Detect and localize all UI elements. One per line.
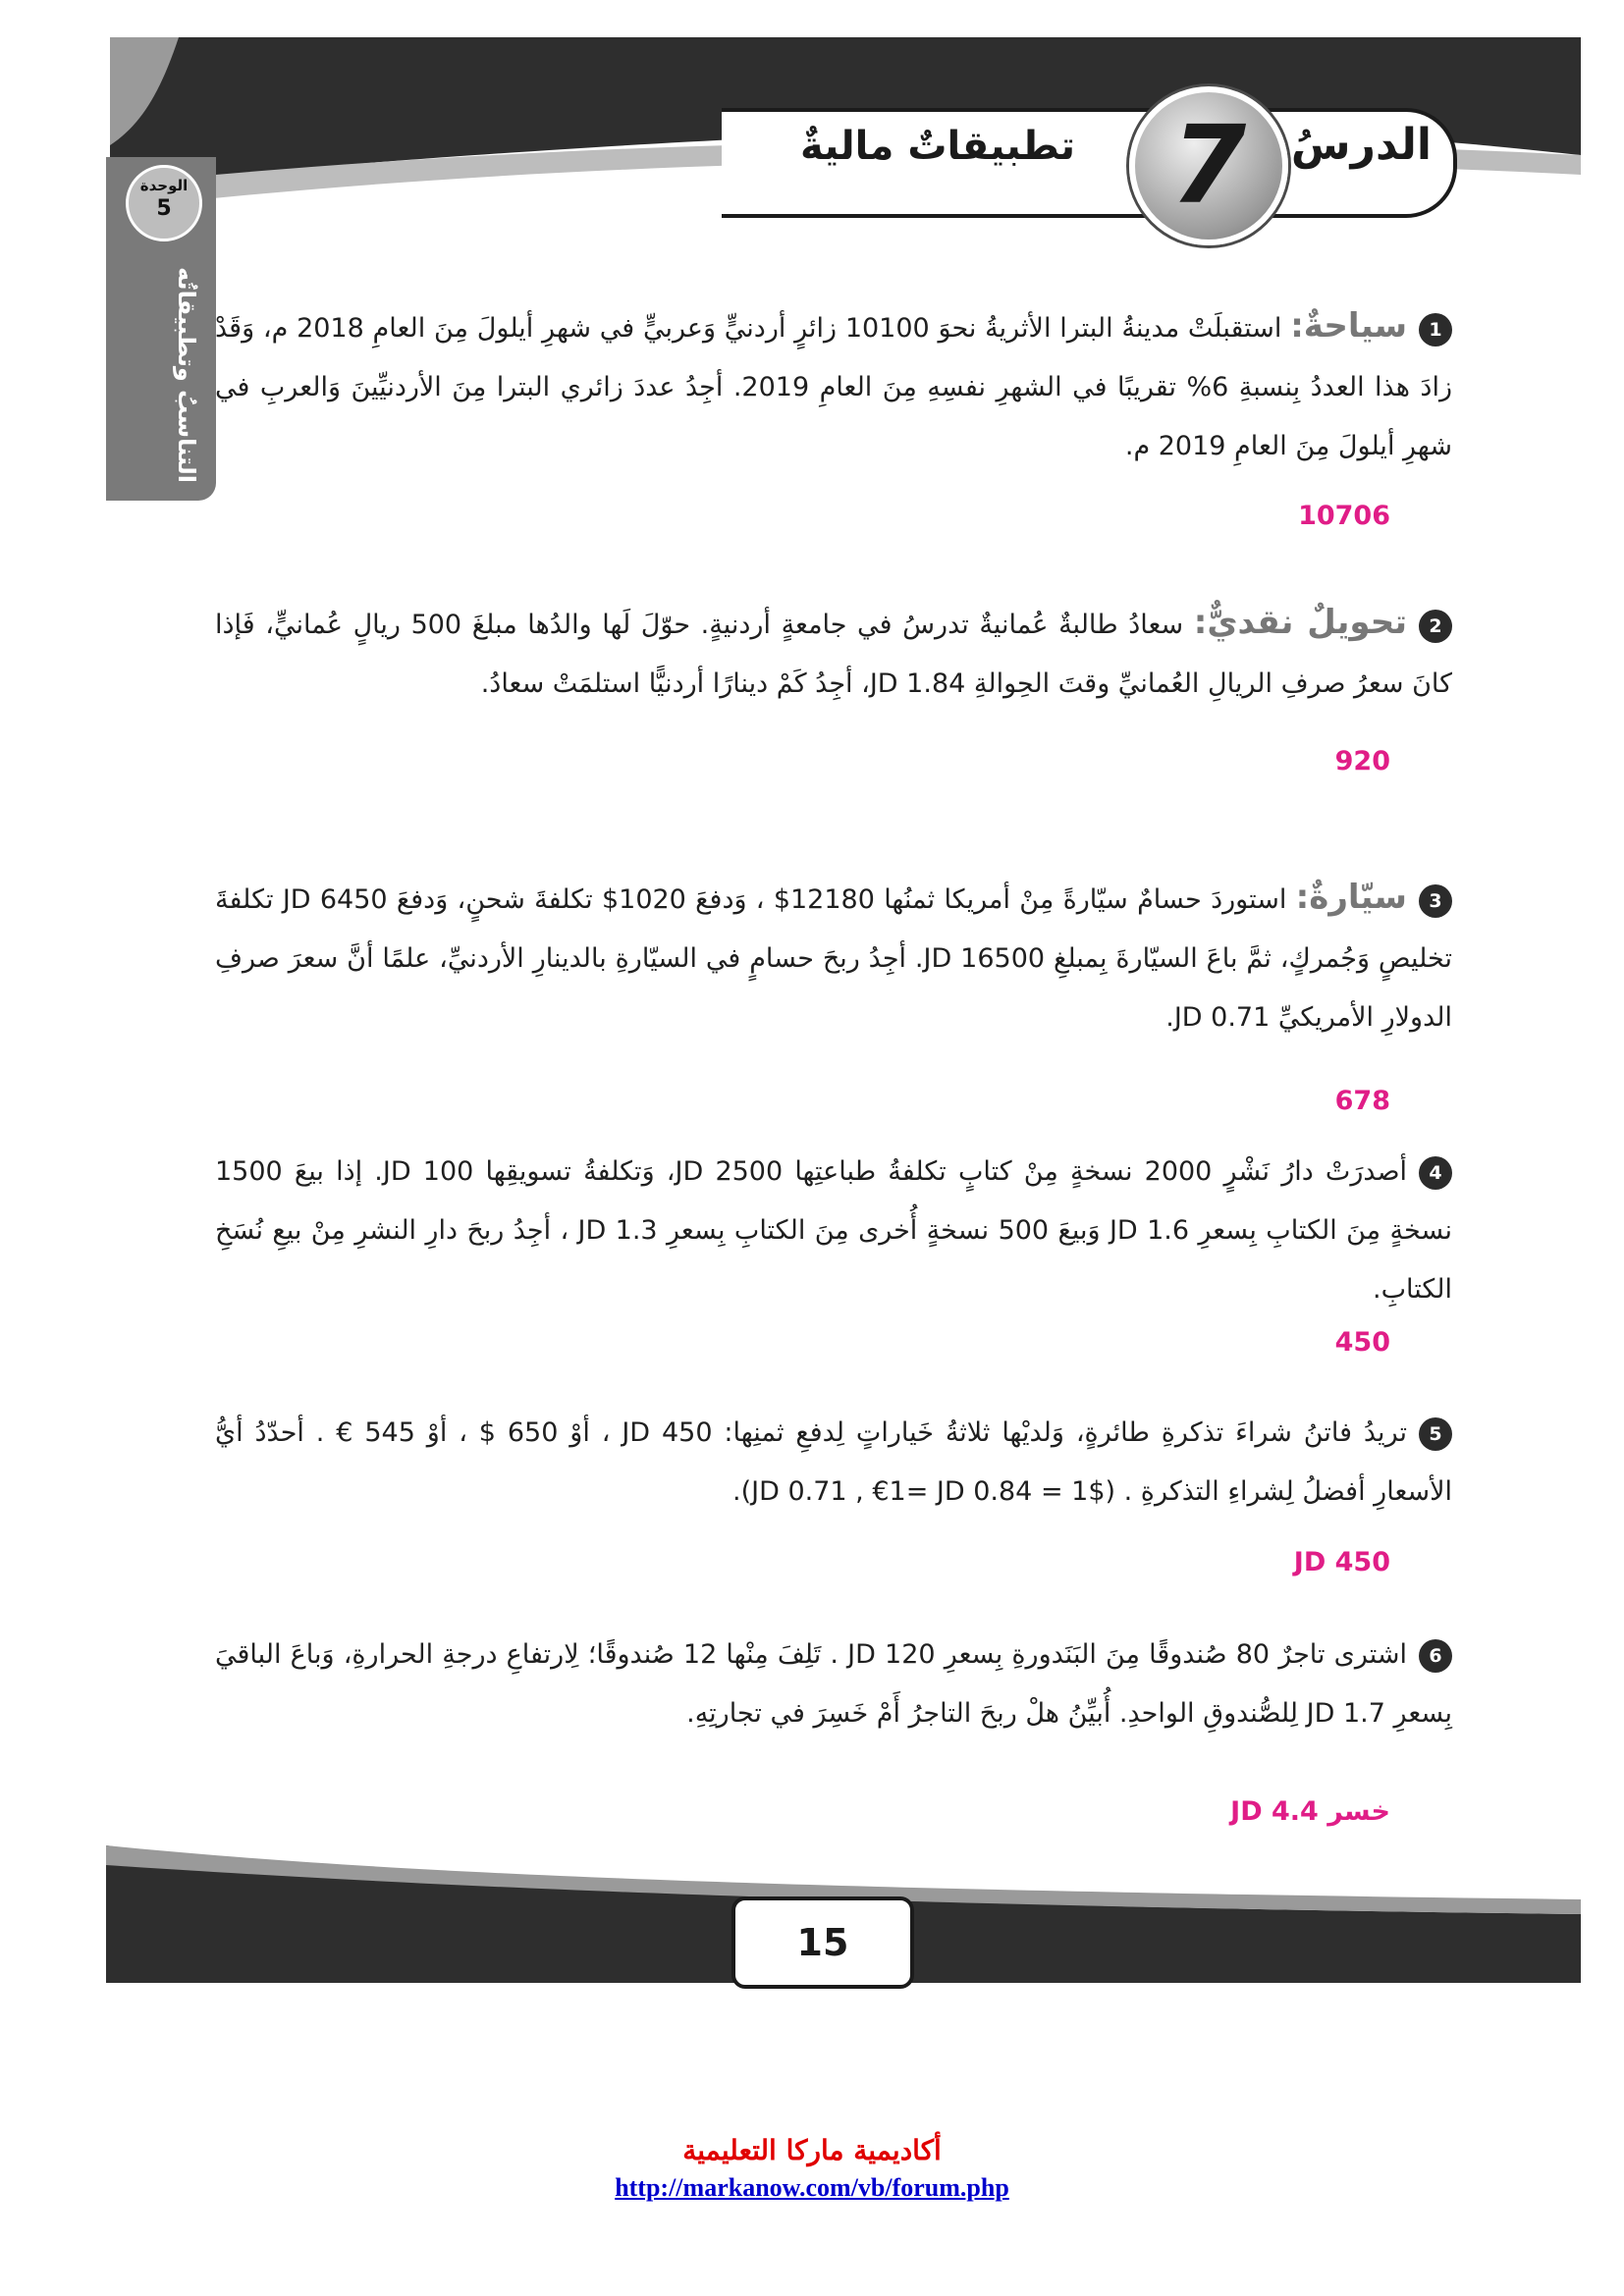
unit-number: 5 [156,196,172,221]
problem-number: 2 [1419,610,1452,643]
problem-text: استقبلَتْ مدينةُ البترا الأثريةُ نحوَ 10100 زائرٍ أردنيٍّ وَعربيٍّ في شهرِ أيلولَ مِنَ العامِ 2018 م، وَقَدْ زادَ هذا العددُ بِنسبةِ 6% تقريبًا في الشهرِ نفسِهِ مِنَ العامِ 2019. أجِدُ عددَ زائري البترا مِنَ الأردنيِّينَ وَالعربِ في شهرِ أيلولَ مِنَ العامِ 2019 م. [215,313,1452,461]
problem-text: استوردَ حسامٌ سيّارةً مِنْ أمريكا ثمنُها 12180$ ، وَدفعَ 1020$ تكلفةَ شحنٍ، وَدفعَ JD 6450 تكلفةَ تخليصٍ وَجُمركٍ، ثمَّ باعَ السيّارةَ بِمبلغِ JD 16500. أجِدُ ربحَ حسامٍ في السيّارةِ بالدينارِ الأردنيِّ، علمًا أنَّ سعرَ صرفِ الدولارِ الأمريكيِّ JD 0.71. [215,884,1452,1033]
problem-5 [215,1404,1452,1522]
answer-2: 920 [1334,746,1390,776]
lesson-word: الدرسُ [1290,120,1432,170]
problem-number: 3 [1419,884,1452,918]
academy-name: أكاديمية ماركا التعليمية [682,2134,942,2166]
answer-3: 678 [1334,1086,1390,1116]
unit-label: الوحدة [139,177,189,194]
problem-number: 1 [1419,313,1452,347]
lesson-number: 7 [1170,102,1247,228]
problem-2 [215,593,1452,714]
problem-topic: سيّارةٌ: [1295,878,1407,917]
problem-number: 4 [1419,1156,1452,1190]
problem-4 [215,1143,1452,1319]
problem-3 [215,868,1452,1047]
problem-text: تريدُ فاتنُ شراءَ تذكرةِ طائرةٍ، وَلديْها ثلاثةُ خَياراتٍ لِدفعِ ثمنِها: JD 450 ، أوْ 650 $ ، أوْ 545 € . أحدّدُ أيُّ الأسعارِ أفضلُ لِشراءِ التذكرةِ . ($1 = JD 0.71 , €1= JD 0.84). [215,1417,1452,1507]
problem-text: سعادُ طالبةٌ عُمانيةٌ تدرسُ في جامعةٍ أردنيةٍ. حوّلَ لَها والدُها مبلغَ 500 ريالٍ عُمانيٍّ، فَإذا كانَ سعرُ صرفِ الريالِ العُمانيِّ وقتَ الحِوالةِ JD 1.84، أجِدُ كَمْ دينارًا أردنيًّا استلمَتْ سعادُ. [215,610,1452,699]
problem-number: 5 [1419,1417,1452,1451]
academy-link[interactable]: http://markanow.com/vb/forum.php [615,2173,1009,2202]
answer-1: 10706 [1298,501,1390,531]
problem-text: اشترى تاجرٌ 80 صُندوقًا مِنَ البَنَدورةِ بِسعرِ JD 120 . تَلِفَ مِنْها 12 صُندوقًا؛ لِارتفاعِ درجةِ الحرارةِ، وَباعَ الباقيَ بِسعرِ JD 1.7 لِلصُّندوقِ الواحدِ. أُبيِّنُ هلْ ربحَ التاجرُ أَمْ خَسِرَ في تجارتِهِ. [215,1639,1452,1729]
problem-topic: سياحةٌ: [1290,306,1408,346]
problem-topic: تحويلٌ نقديٌّ: [1193,603,1407,642]
answer-6: خسر JD 4.4 [1230,1796,1390,1827]
problem-number: 6 [1419,1639,1452,1673]
problem-text: أصدرَتْ دارُ نَشْرٍ 2000 نسخةٍ مِنْ كتابٍ تكلفةُ طباعتِها JD 2500، وَتكلفةُ تسويقِها JD 100. إذا بيعَ 1500 نسخةٍ مِنَ الكتابِ بِسعرِ JD 1.6 وَبيعَ 500 نسخةٍ أُخرى مِنَ الكتابِ بِسعرِ JD 1.3 ، أجِدُ ربحَ دارِ النشرِ مِنْ بيعِ نُسَخِ الكتابِ. [215,1156,1452,1305]
answer-4: 450 [1334,1327,1390,1358]
page-number: 15 [731,1896,914,1989]
problem-1 [215,296,1452,476]
problem-6 [215,1626,1452,1743]
answer-5: JD 450 [1293,1547,1390,1577]
unit-title: التناسبُ وتطبيقاتُه [173,267,200,483]
lesson-title: تطبيقاتٌ ماليةٌ [800,124,1075,169]
